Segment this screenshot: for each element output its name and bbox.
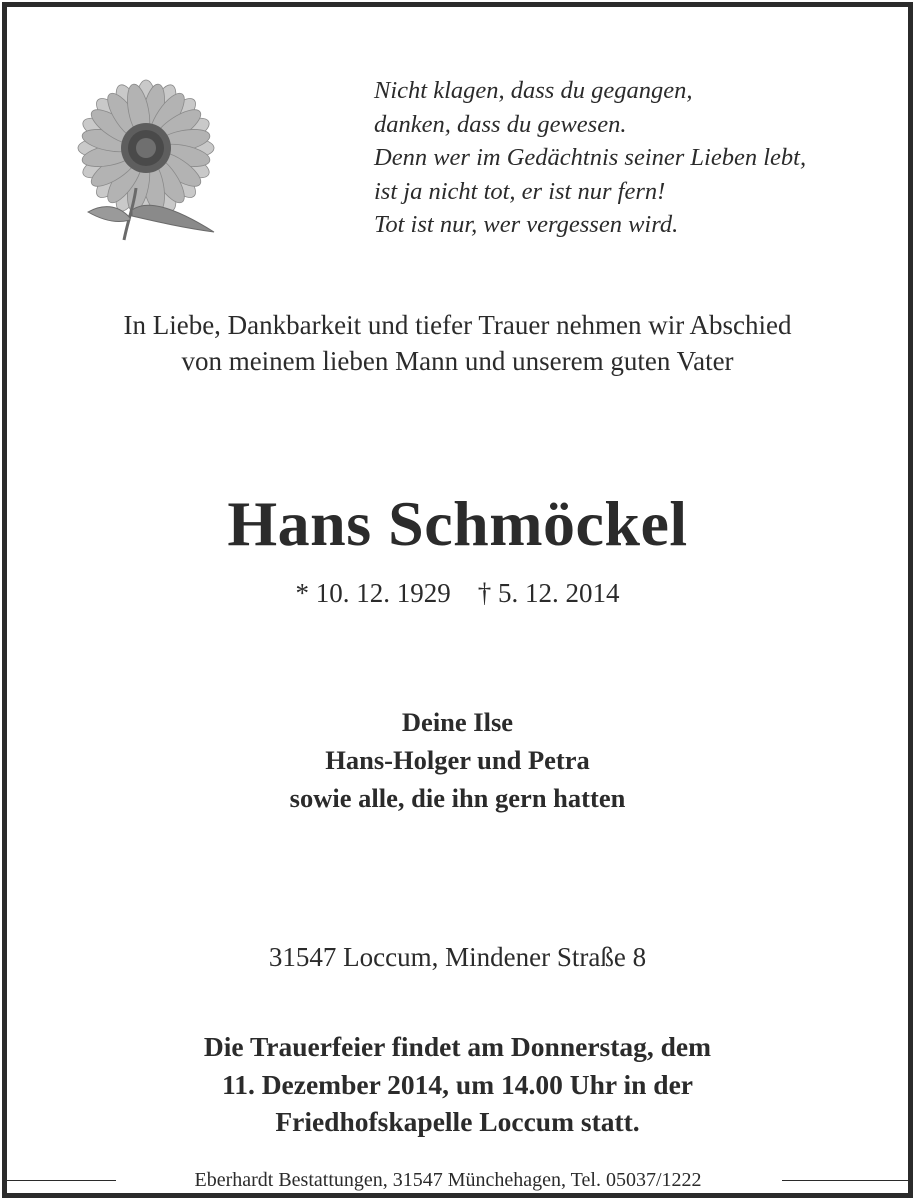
poem-line: Nicht klagen, dass du gegangen, [374,77,693,104]
mourner-line: Hans-Holger und Petra [325,745,590,775]
life-dates [0,575,915,611]
service-line: 11. Dezember 2014, um 14.00 Uhr in der [221,1068,694,1100]
intro-text [0,307,915,379]
poem-line: danken, dass du gewesen. [374,110,627,138]
intro-line: von meinem lieben Mann und unserem guten Vater [181,346,734,376]
family-address: 31547 Loccum, Mindener Straße 8 [268,942,647,972]
funeral-home-footer: Eberhardt Bestattungen, 31547 Münchehagen, Tel. 05037/1222 [194,1169,702,1191]
deceased-name: Hans Schmöckel [227,488,688,559]
poem-line: Denn wer im Gedächtnis seiner Lieben lebt, [374,144,807,171]
poem-line: Tot ist nur, wer vergessen wird. [374,211,679,238]
sunflower-icon [66,70,226,246]
footer-rule-right [782,1180,908,1181]
funeral-service-notice [0,1028,915,1141]
intro-line: In Liebe, Dankbarkeit und tiefer Trauer nehmen wir Abschied [123,310,792,340]
service-line: Die Trauerfeier findet am Donnerstag, dem [203,1031,712,1062]
birth-date: * 10. 12. 1929 [295,578,451,608]
footer-rule-left [4,1180,116,1181]
poem [374,74,894,242]
mourner-line: Deine Ilse [401,707,514,737]
poem-line: ist ja nicht tot, er ist nur fern! [374,177,666,205]
mourners [0,703,915,817]
service-line: Friedhofskapelle Loccum statt. [275,1106,640,1137]
mourner-line: sowie alle, die ihn gern hatten [289,783,626,813]
death-date: † 5. 12. 2014 [477,578,620,608]
